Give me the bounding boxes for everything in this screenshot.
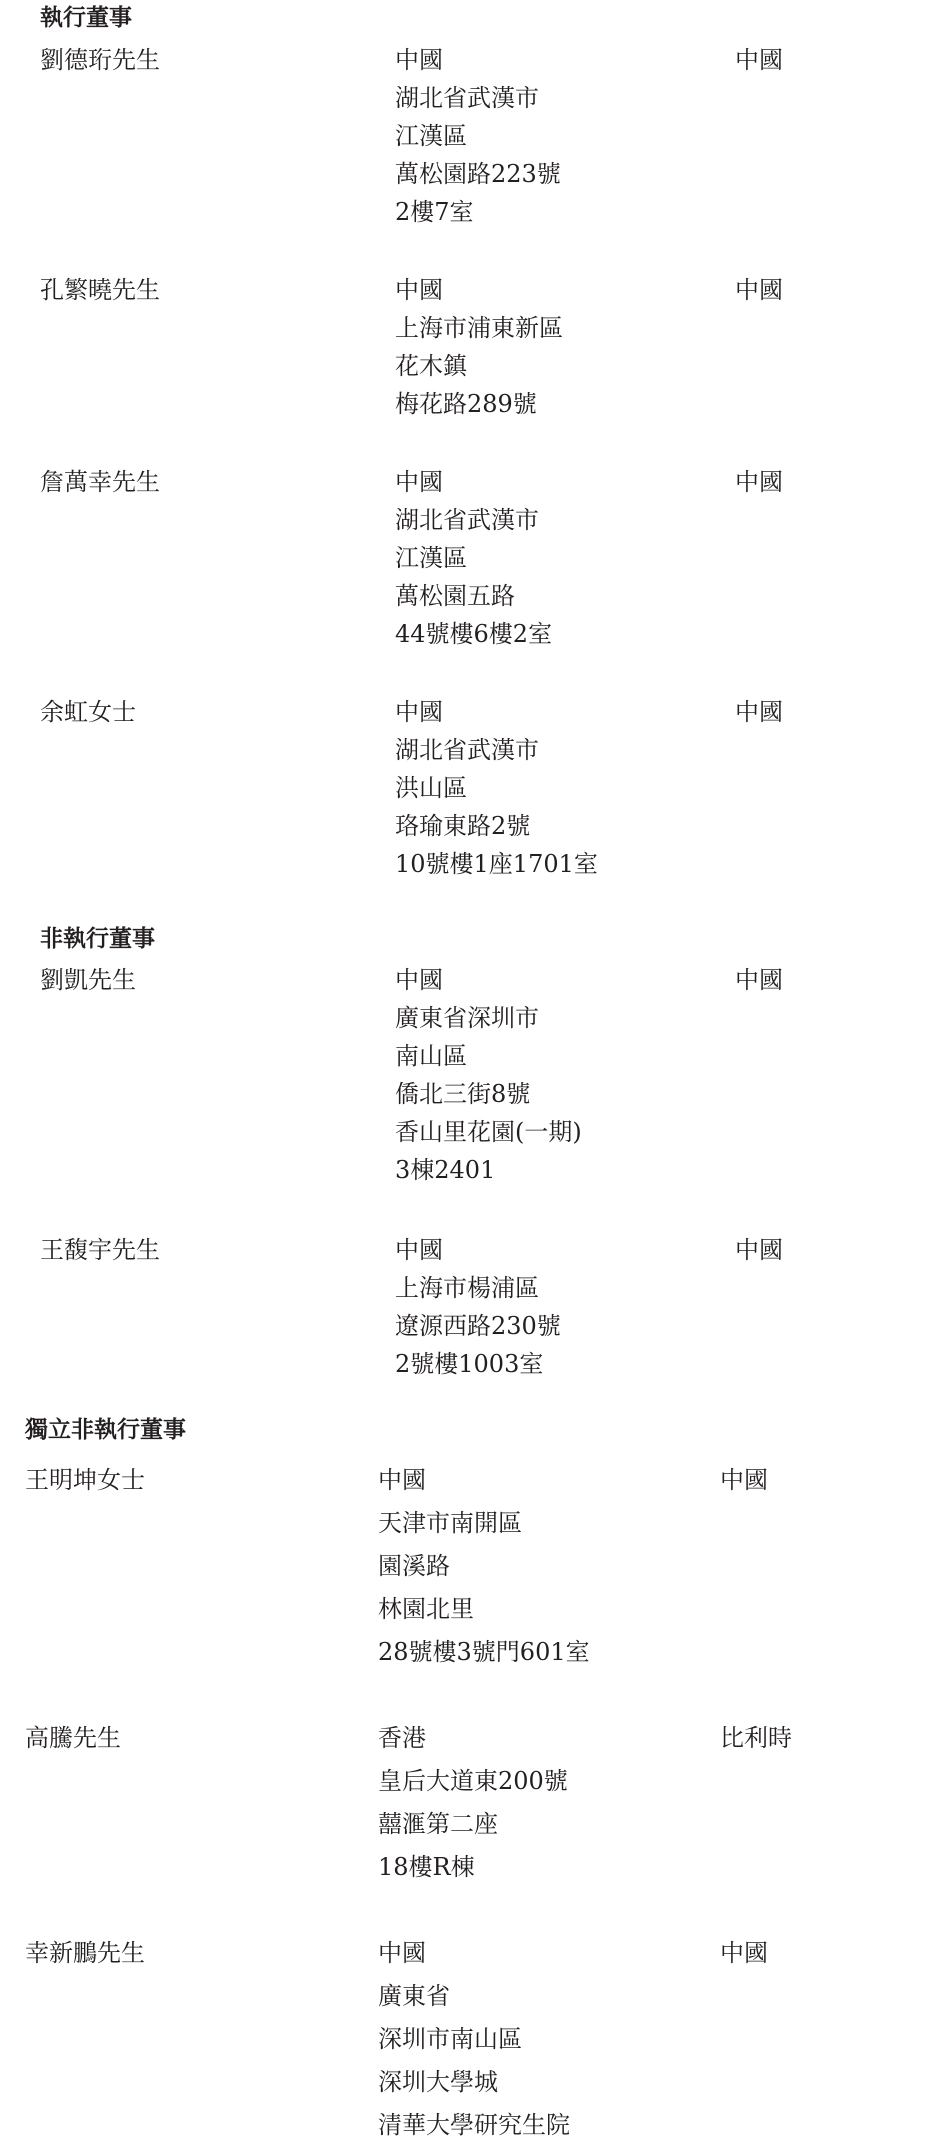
address-line: 香山里花園(一期)	[395, 1118, 582, 1146]
section-heading-independent-non-executive-directors: 獨立非執行董事	[25, 1417, 186, 1443]
director-name: 幸新鵬先生	[25, 1939, 145, 1967]
section-heading-executive-directors: 執行董事	[40, 5, 132, 31]
director-name: 孔繁曉先生	[40, 276, 160, 304]
address-line: 廣東省深圳市	[395, 1004, 539, 1032]
director-nationality: 中國	[735, 46, 783, 74]
address-line: 18樓R棟	[378, 1853, 475, 1881]
address-line: 中國	[395, 698, 443, 726]
address-line: 中國	[395, 1236, 443, 1264]
director-nationality: 中國	[735, 966, 783, 994]
address-line: 湖北省武漢市	[395, 736, 539, 764]
address-line: 林園北里	[378, 1595, 474, 1623]
director-nationality: 比利時	[720, 1724, 792, 1752]
address-line: 上海市浦東新區	[395, 314, 563, 342]
address-line: 萬松園路223號	[395, 160, 561, 188]
address-line: 園溪路	[378, 1552, 450, 1580]
address-line: 中國	[378, 1466, 426, 1494]
address-line: 中國	[395, 276, 443, 304]
address-line: 梅花路289號	[395, 390, 537, 418]
address-line: 珞瑜東路2號	[395, 812, 531, 840]
address-line: 10號樓1座1701室	[395, 850, 598, 878]
address-line: 香港	[378, 1724, 426, 1752]
director-name: 劉凱先生	[40, 966, 136, 994]
address-line: 清華大學研究生院	[378, 2111, 570, 2139]
address-line: 44號樓6樓2室	[395, 620, 553, 648]
address-line: 深圳市南山區	[378, 2025, 522, 2053]
address-line: 湖北省武漢市	[395, 84, 539, 112]
address-line: 僑北三街8號	[395, 1080, 531, 1108]
address-line: 萬松園五路	[395, 582, 515, 610]
director-name: 王馥宇先生	[40, 1236, 160, 1264]
director-nationality: 中國	[735, 698, 783, 726]
address-line: 湖北省武漢市	[395, 506, 539, 534]
address-line: 3棟2401	[395, 1156, 496, 1184]
director-nationality: 中國	[720, 1466, 768, 1494]
address-line: 2樓7室	[395, 198, 474, 226]
address-line: 2號樓1003室	[395, 1350, 544, 1378]
director-nationality: 中國	[735, 1236, 783, 1264]
director-name: 余虹女士	[40, 698, 136, 726]
director-nationality: 中國	[735, 468, 783, 496]
address-line: 花木鎮	[395, 352, 467, 380]
director-nationality: 中國	[720, 1939, 768, 1967]
address-line: 囍滙第二座	[378, 1810, 498, 1838]
address-line: 洪山區	[395, 774, 467, 802]
section-heading-non-executive-directors: 非執行董事	[40, 926, 155, 952]
address-line: 廣東省	[378, 1982, 450, 2010]
director-name: 高騰先生	[25, 1724, 121, 1752]
director-nationality: 中國	[735, 276, 783, 304]
address-line: 南山區	[395, 1042, 467, 1070]
address-line: 皇后大道東200號	[378, 1767, 568, 1795]
address-line: 中國	[395, 966, 443, 994]
address-line: 深圳大學城	[378, 2068, 498, 2096]
address-line: 江漢區	[395, 544, 467, 572]
address-line: 江漢區	[395, 122, 467, 150]
director-name: 劉德珩先生	[40, 46, 160, 74]
address-line: 中國	[395, 468, 443, 496]
director-name: 詹萬幸先生	[40, 468, 160, 496]
address-line: 天津市南開區	[378, 1509, 522, 1537]
director-name: 王明坤女士	[25, 1466, 145, 1494]
address-line: 遼源西路230號	[395, 1312, 561, 1340]
address-line: 中國	[378, 1939, 426, 1967]
address-line: 28號樓3號門601室	[378, 1638, 590, 1666]
address-line: 中國	[395, 46, 443, 74]
address-line: 上海市楊浦區	[395, 1274, 539, 1302]
